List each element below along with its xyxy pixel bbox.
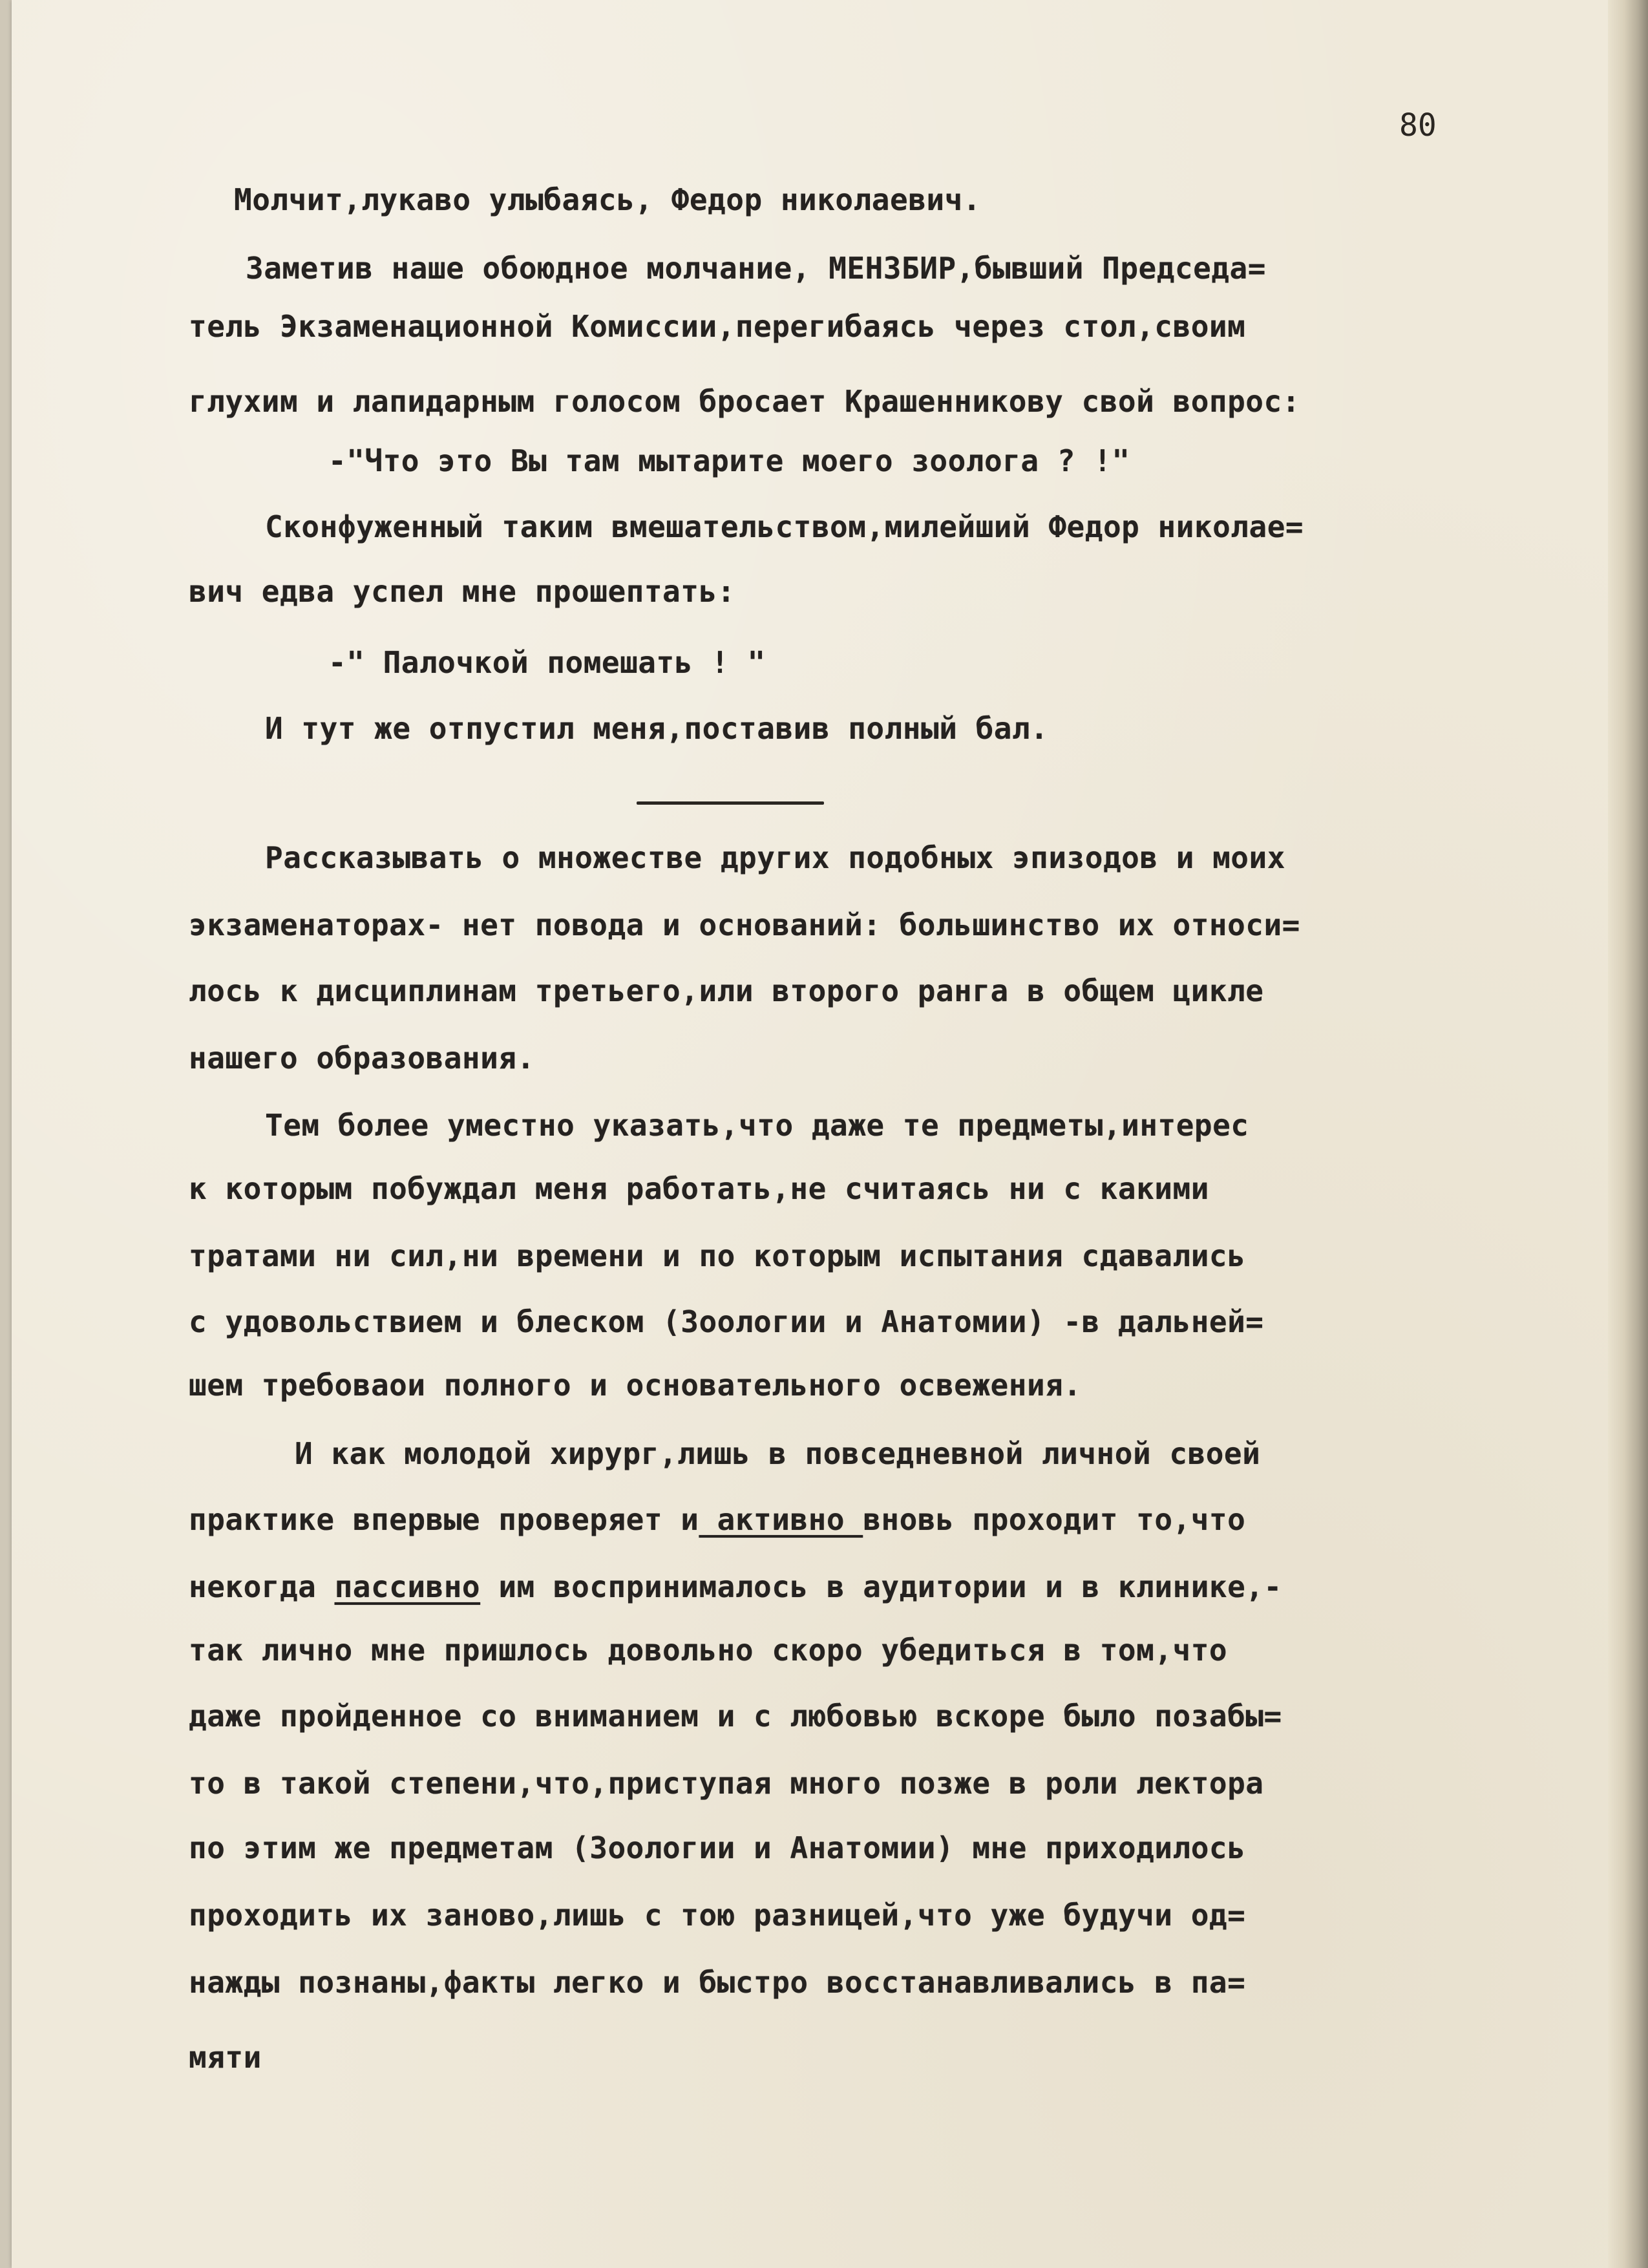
text-line: глухим и лапидарным голосом бросает Крашенникову свой вопрос:: [189, 384, 1300, 419]
text-line: шем требоваои полного и основательного освежения.: [189, 1368, 1082, 1403]
text-line: И как молодой хирург,лишь в повседневной личной своей: [295, 1436, 1261, 1471]
text-run: им воспринималось в аудитории и в клинике,-: [480, 1569, 1282, 1604]
text-line: с удовольствием и блеском (Зоологии и Анатомии) -в дальней=: [189, 1304, 1264, 1339]
text-line: Сконфуженный таким вмешательством,милейший Федор николае=: [265, 509, 1304, 544]
text-line: даже пройденное со вниманием и с любовью вскоре было позабы=: [189, 1699, 1282, 1733]
text-line: тель Экзаменационной Комиссии,перегибаясь через стол,своим: [189, 309, 1246, 344]
text-line: то в такой степени,что,приступая много позже в роли лектора: [189, 1766, 1264, 1801]
text-line: -"Что это Вы там мытарите моего зоолога ? !": [328, 443, 1130, 478]
text-line: к которым побуждал меня работать,не считаясь ни с какими: [189, 1171, 1209, 1206]
text-line: [189, 1569, 1282, 1604]
text-line: -" Палочкой помешать ! ": [328, 645, 766, 680]
text-line: нашего образования.: [189, 1041, 535, 1076]
text-line: тратами ни сил,ни времени и по которым испытания сдавались: [189, 1238, 1246, 1273]
text-line: Рассказывать о множестве других подобных эпизодов и моих: [265, 840, 1285, 875]
text-line: Молчит,лукаво улыбаясь, Федор николаевич.: [234, 182, 981, 217]
text-line: мяти: [189, 2040, 262, 2075]
text-line: вич едва успел мне прошептать:: [189, 574, 735, 609]
text-line: лось к дисциплинам третьего,или второго ранга в общем цикле: [189, 973, 1264, 1008]
text-line: по этим же предметам (Зоологии и Анатомии) мне приходилось: [189, 1830, 1246, 1865]
page-edge: [1608, 0, 1648, 2268]
text-run: некогда: [189, 1569, 335, 1604]
text-run: практике впервые проверяет и: [189, 1502, 699, 1537]
text-line: нажды познаны,факты легко и быстро восстанавливались в па=: [189, 1965, 1246, 2000]
underlined-word: пассивно: [334, 1569, 481, 1604]
text-run: вновь проходит то,что: [863, 1502, 1246, 1537]
page-number: 80: [1399, 107, 1437, 143]
text-line: экзаменаторах- нет повода и оснований: большинство их относи=: [189, 907, 1300, 942]
text-line: И тут же отпустил меня,поставив полный бал.: [265, 711, 1049, 746]
section-separator: [637, 801, 824, 805]
text-line: Тем более уместно указать,что даже те предметы,интерес: [265, 1108, 1249, 1143]
text-line: проходить их заново,лишь с тою разницей,что уже будучи од=: [189, 1898, 1246, 1933]
text-line: [189, 1502, 1245, 1537]
underlined-word: активно: [699, 1502, 863, 1537]
text-line: так лично мне пришлось довольно скоро убедиться в том,что: [189, 1633, 1228, 1668]
text-line: Заметив наше обоюдное молчание, МЕНЗБИР,бывший Председа=: [246, 251, 1266, 286]
